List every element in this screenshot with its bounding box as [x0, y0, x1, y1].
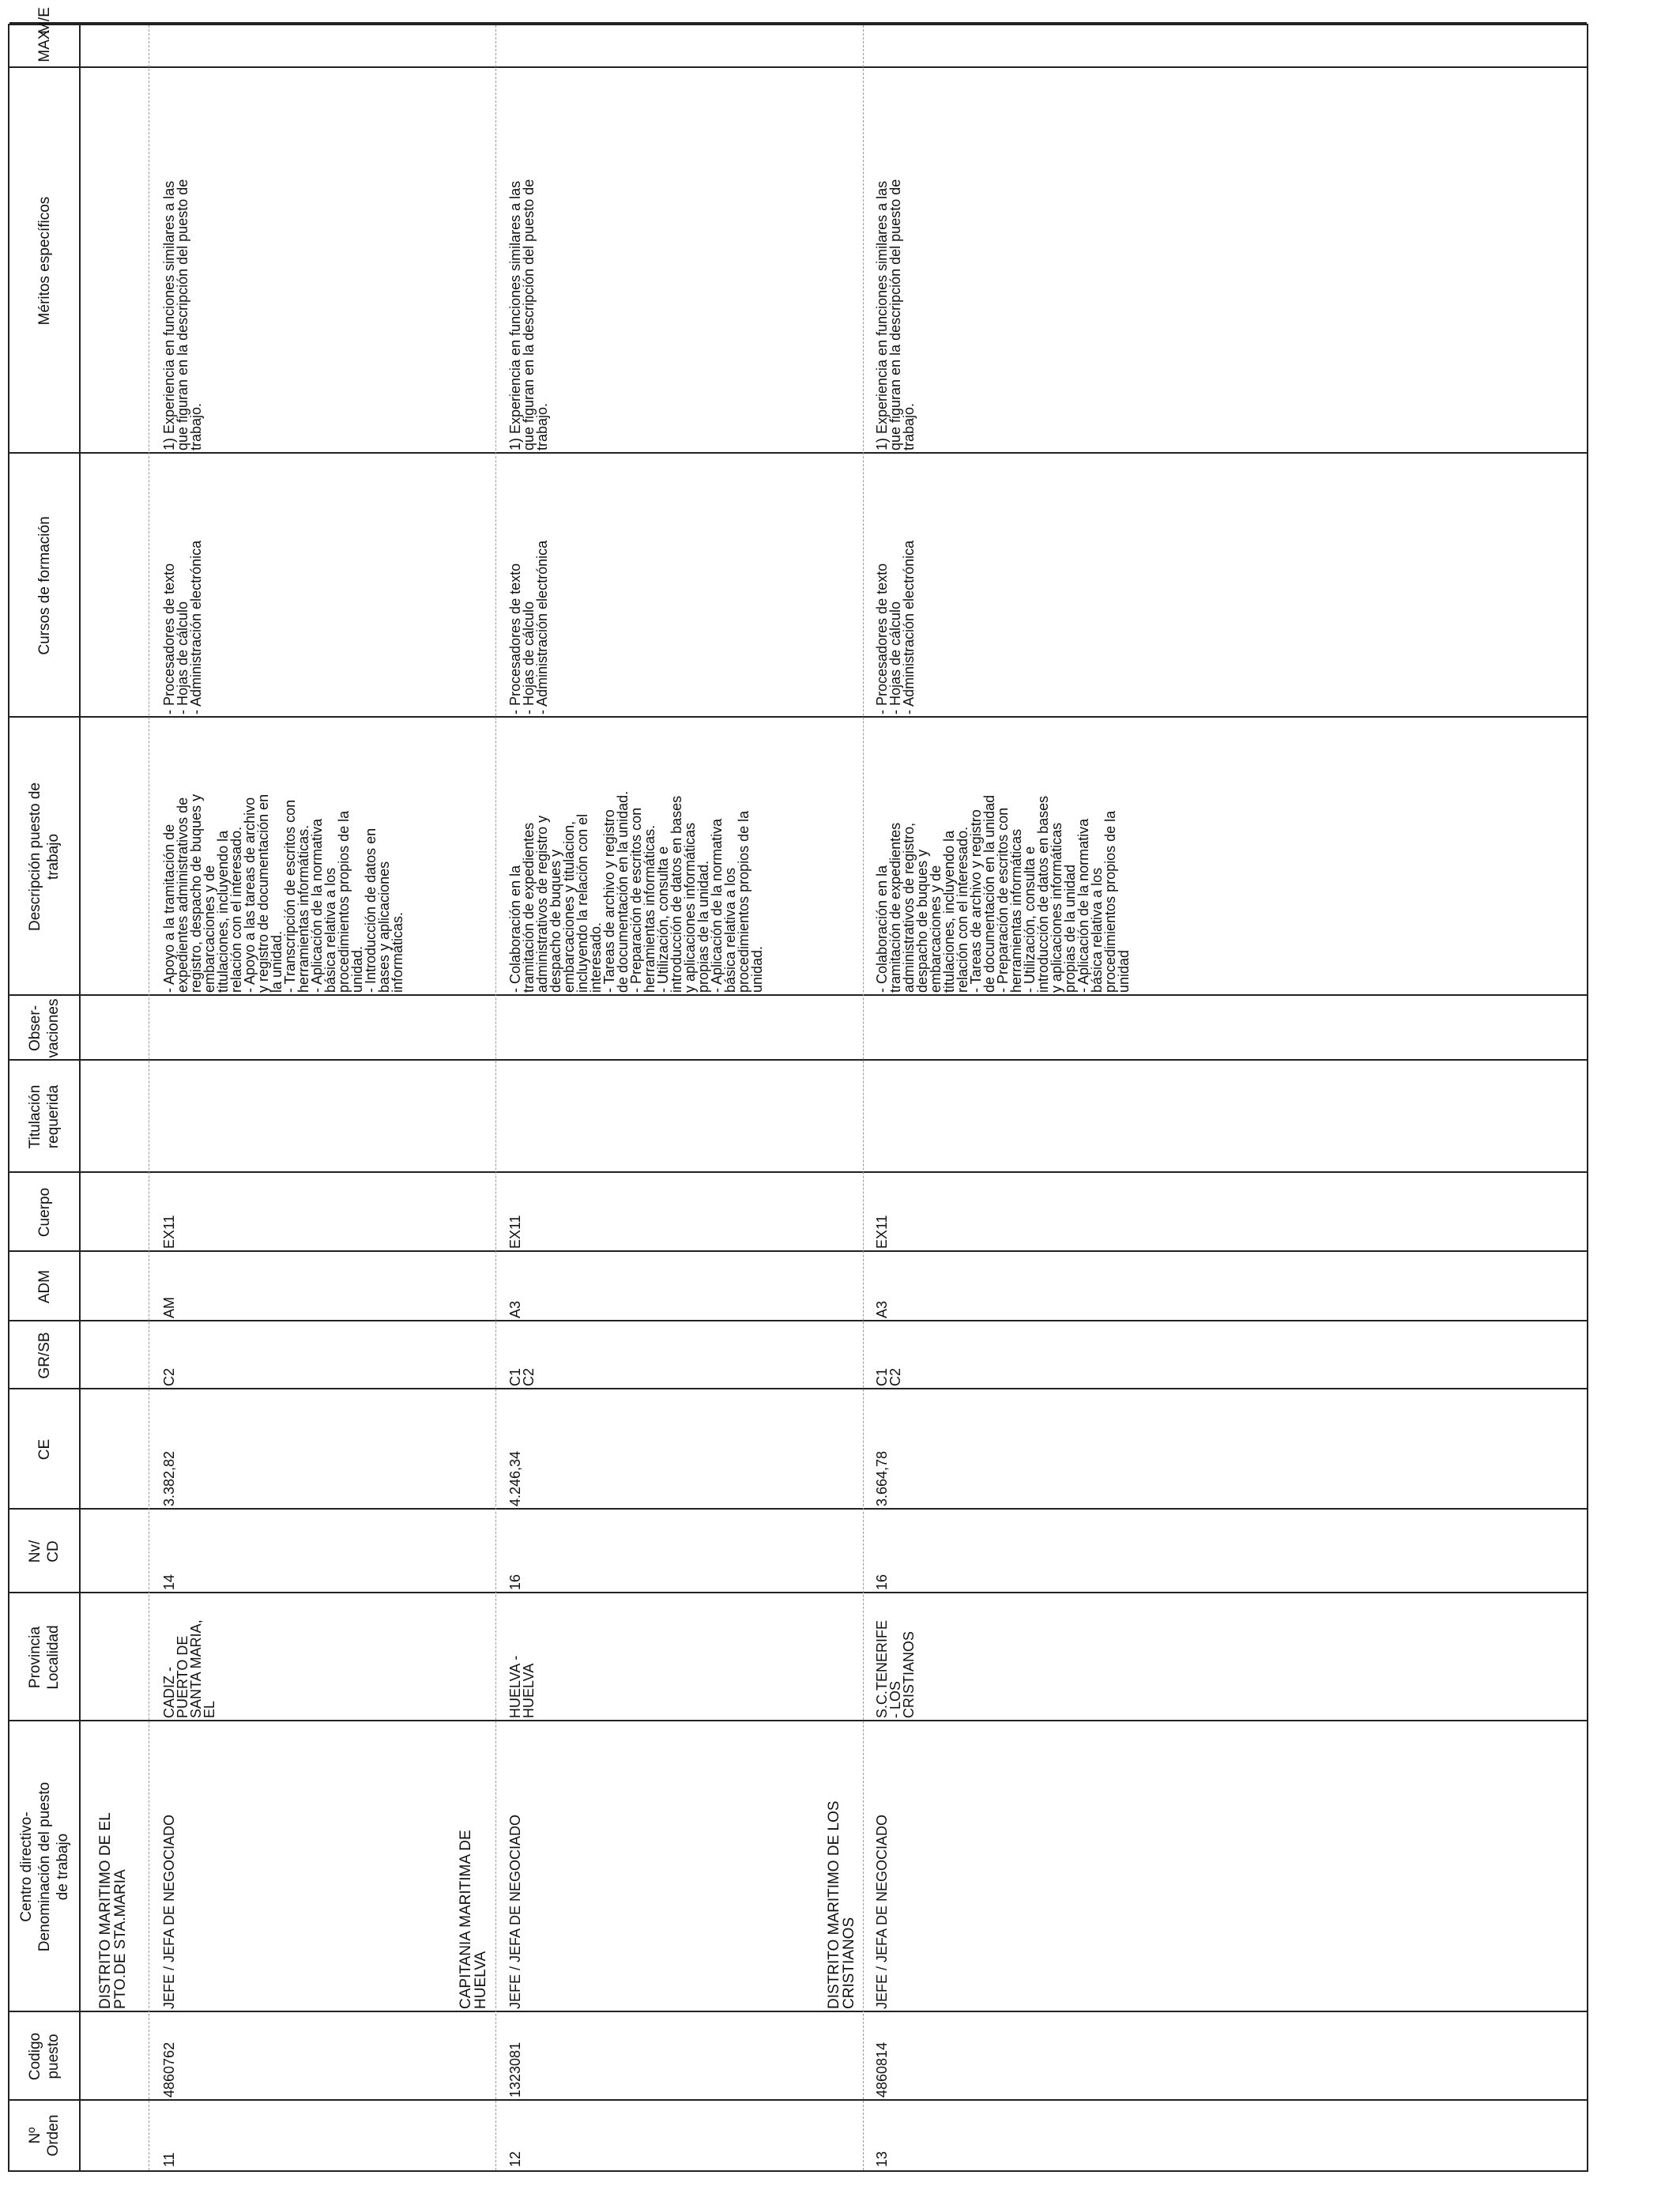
denominacion-cell: JEFE / JEFA DE NEGOCIADO	[874, 1814, 890, 2009]
codigo-cell: 4860762	[161, 2041, 177, 2098]
adm-cell: AM	[161, 1297, 177, 1318]
centro-directivo: DISTRITO MARITIMO DE LOS CRISTIANOS	[826, 1800, 857, 2009]
meritos-cell: 1) Experiencia en funciones similares a las que figuran en la descripción del puesto de trabajo.	[507, 179, 550, 450]
header-descripcion: Descripción puesto de trabajo	[27, 782, 62, 931]
descripcion-cell: - Colaboración en la tramitación de expedientes administrativos de registro, despacho de buques y embarcaciones y de titulaciones, incluyendo la relación con el interesado. - Tareas de archivo y registro de documentación en la unidad - Preparación de escritos con herramientas informáticas - Utilización, consulta e introducción de datos en bases y aplicaciones informáticas propias de la unidad - Aplicación de la normativa básica relativa a los procedimientos propios de la unidad	[874, 794, 1132, 993]
descripcion-cell: - Colaboración en la tramitación de expedientes administrativos de registro y despacho de buques y embarcaciones y titulacion, incluyendo la relación con el interesado. - Tareas de archivo y registro de documentación en la unidad. - Preparación de escritos con herramientas informáticas. - Utilización, consulta e introducción de datos en bases y aplicaciones informáticas propias de la unidad. - Aplicación de la normativa básica relativa a los procedimientos propios de la unidad.	[507, 790, 765, 993]
header-centro: Centro directivo- Denominación del puesto de trabajo	[17, 1781, 71, 1952]
cursos-cell: - Procesadores de texto - Hojas de cálculo - Administración electrónica	[507, 540, 550, 714]
header-nivel: Nv/ CD	[27, 1540, 62, 1563]
header-observaciones: Obser- vaciones	[27, 998, 62, 1058]
header-cursos: Cursos de formación	[36, 516, 53, 655]
centro-directivo: DISTRITO MARITIMO DE EL PTO.DE STA.MARIA	[97, 1812, 129, 2009]
cuerpo-cell: EX11	[161, 1215, 177, 1249]
codigo-cell: 1323081	[507, 2041, 523, 2098]
codigo-cell: 4860814	[874, 2041, 890, 2098]
header-codigo: Codigo puesto	[27, 2032, 62, 2081]
meritos-cell: 1) Experiencia en funciones similares a las que figuran en la descripción del puesto de trabajo.	[874, 179, 917, 450]
provincia-cell: HUELVA - HUELVA	[507, 1655, 537, 1718]
adm-cell: A3	[874, 1300, 890, 1318]
cursos-cell: - Procesadores de texto - Hojas de cálculo - Administración electrónica	[161, 540, 204, 714]
nivel-cell: 16	[507, 1574, 523, 1590]
header-orden: Nº Orden	[27, 2114, 62, 2157]
orden-cell: 11	[161, 2152, 177, 2167]
header-titulacion: Titulación requerida	[27, 1084, 62, 1149]
grupo-cell: C2	[161, 1367, 177, 1386]
grupo-cell: C1 C2	[507, 1367, 537, 1386]
ce-cell: 3.664,78	[874, 1450, 890, 1506]
nivel-cell: 14	[161, 1574, 177, 1590]
header-grupo: GR/SB	[36, 1332, 53, 1379]
orden-cell: 13	[874, 2151, 890, 2167]
ce-cell: 3.382,82	[161, 1450, 177, 1506]
centro-directivo: CAPITANIA MARITIMA DE HUELVA	[458, 1830, 489, 2009]
meritos-cell: 1) Experiencia en funciones similares a las que figuran en la descripción del puesto de trabajo.	[161, 179, 204, 450]
orden-cell: 12	[507, 2151, 523, 2167]
header-ce: CE	[36, 1438, 53, 1461]
grupo-cell: C1 C2	[874, 1367, 903, 1386]
header-adm: ADM	[36, 1269, 53, 1304]
header-me: M/E	[36, 7, 53, 34]
header-cuerpo: Cuerpo	[36, 1187, 53, 1238]
denominacion-cell: JEFE / JEFA DE NEGOCIADO	[161, 1814, 177, 2009]
provincia-cell: S.C.TENERIFE - LOS CRISTIANOS	[874, 1619, 917, 1718]
ce-cell: 4.246,34	[507, 1450, 523, 1506]
header-meritos: Méritos específicos	[36, 196, 53, 326]
header-max: MAX	[36, 29, 53, 62]
positions-table	[8, 7, 1588, 2172]
cuerpo-cell: EX11	[874, 1215, 890, 1249]
cursos-cell: - Procesadores de texto - Hojas de cálculo - Administración electrónica	[874, 540, 917, 714]
nivel-cell: 16	[874, 1574, 890, 1590]
cuerpo-cell: EX11	[507, 1215, 523, 1249]
adm-cell: A3	[507, 1300, 523, 1318]
provincia-cell: CADIZ - PUERTO DE SANTA MARIA, EL	[161, 1619, 217, 1718]
denominacion-cell: JEFE / JEFA DE NEGOCIADO	[507, 1814, 523, 2009]
header-provincia: Provincia Localidad	[27, 1625, 62, 1690]
descripcion-cell: - Apoyo a la tramitación de expedientes administrativos de registro, despacho de buques y embarcaciones y de titulaciones, incluyendo la relación con el interesado. - Apoyo a las tareas de archivo y registro de documentación en la unidad. - Transcripción de escritos con herramientas informáticas. - Aplicación de la normativa básica relativa a los procedimientos propios de la unidad. - Introducción de datos en bases y aplicaciones informáticas.	[161, 794, 405, 993]
